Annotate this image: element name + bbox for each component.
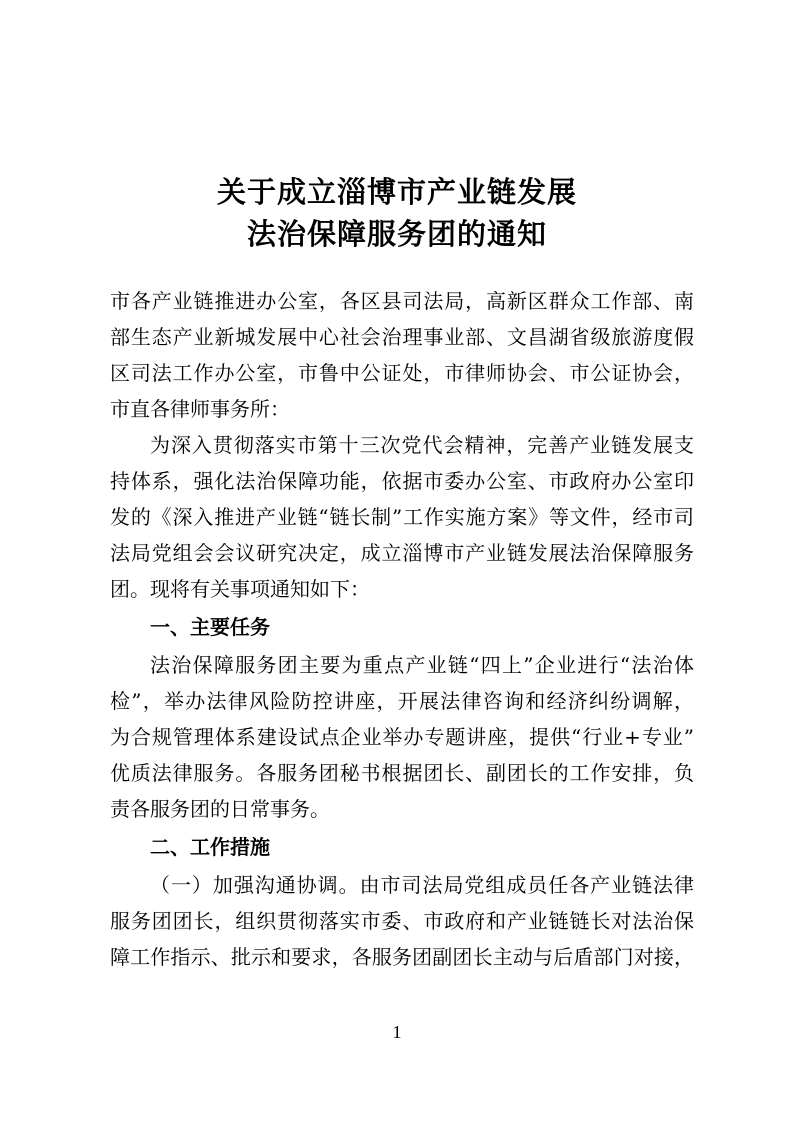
section-paragraph-line: （一）加强沟通协调。由市司法局党组成员任各产业链法律 xyxy=(150,873,694,897)
document-title-line-1: 关于成立淄博市产业链发展 xyxy=(216,175,577,209)
intro-paragraph-line: 持体系，强化法治保障功能，依据市委办公室、市政府办公室印 xyxy=(110,469,694,493)
recipients-line: 市直各律师事务所： xyxy=(110,397,290,421)
recipients-line: 市各产业链推进办公室，各区县司法局，高新区群众工作部、南 xyxy=(110,289,694,313)
recipients-line: 区司法工作办公室，市鲁中公证处，市律师协会、市公证协会， xyxy=(110,361,694,385)
section-heading-work-measures: 二、工作措施 xyxy=(150,835,270,859)
recipients-line: 部生态产业新城发展中心社会治理事业部、文昌湖省级旅游度假 xyxy=(110,325,694,349)
section-paragraph-line: 责各服务团的日常事务。 xyxy=(110,797,330,821)
intro-paragraph-line: 为深入贯彻落实市第十三次党代会精神，完善产业链发展支 xyxy=(150,433,694,457)
intro-paragraph-line: 法局党组会会议研究决定，成立淄博市产业链发展法治保障服务 xyxy=(110,541,694,565)
document-title-line-2: 法治保障服务团的通知 xyxy=(246,217,547,251)
section-paragraph-line: 为合规管理体系建设试点企业举办专题讲座，提供“行业+专业” xyxy=(110,725,694,749)
section-paragraph-line: 法治保障服务团主要为重点产业链“四上”企业进行“法治体 xyxy=(150,653,694,677)
section-paragraph-line: 服务团团长，组织贯彻落实市委、市政府和产业链链长对法治保 xyxy=(110,909,694,933)
section-paragraph-line: 优质法律服务。各服务团秘书根据团长、副团长的工作安排，负 xyxy=(110,761,694,785)
intro-paragraph-line: 发的《深入推进产业链“链长制”工作实施方案》等文件，经市司 xyxy=(110,505,694,529)
section-paragraph-line: 检”，举办法律风险防控讲座，开展法律咨询和经济纠纷调解， xyxy=(110,689,694,713)
section-heading-main-tasks: 一、主要任务 xyxy=(150,615,270,639)
page-number: 1 xyxy=(392,1022,402,1042)
intro-paragraph-line: 团。现将有关事项通知如下： xyxy=(110,577,370,601)
section-paragraph-line: 障工作指示、批示和要求，各服务团副团长主动与后盾部门对接， xyxy=(110,945,694,969)
